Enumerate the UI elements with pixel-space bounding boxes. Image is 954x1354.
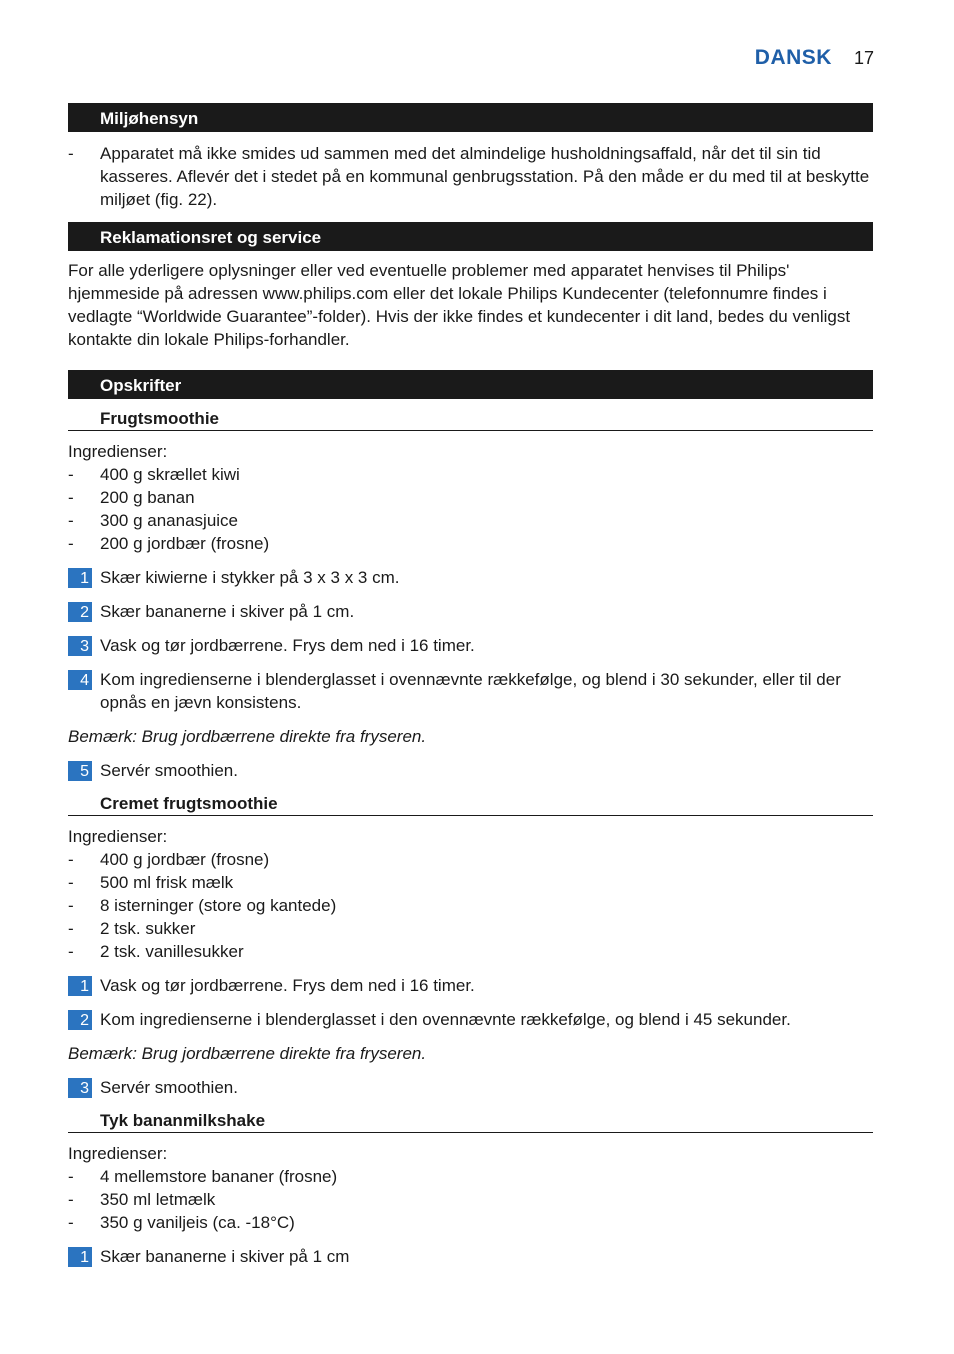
list-item: - 350 ml letmælk <box>68 1190 216 1209</box>
step-item: 5 Servér smoothien. <box>68 759 873 782</box>
step-item: 3 Vask og tør jordbærrene. Frys dem ned i 16 timer. <box>68 634 873 657</box>
step-item: 2 Kom ingredienserne i blenderglasset i den ovennævnte rækkefølge, og blend i 45 sekunder. <box>68 1008 873 1031</box>
ingredient-list-creamy <box>68 848 873 963</box>
step-number-badge: 1 <box>68 568 92 588</box>
ingredients-label: Ingredienser: <box>68 442 168 461</box>
step-item: 2 Skær bananerne i skiver på 1 cm. <box>68 600 873 623</box>
recipe-title-banana-milkshake: Tyk bananmilkshake <box>68 1110 873 1133</box>
step-number-badge: 2 <box>68 602 92 622</box>
step-number-badge: 1 <box>68 1247 92 1267</box>
list-item: - 200 g banan <box>68 488 195 507</box>
environment-list-item: - Apparatet må ikke smides ud sammen med det almindelige husholdningsaffald, når det til sin tid kasseres. Aflevér det i stedet på en kommunal genbrugsstation. På den måde er du med til at beskytte miljøet (fig. 22). <box>68 142 873 211</box>
list-item: - 4 mellemstore bananer (frosne) <box>68 1167 338 1186</box>
list-item: - 2 tsk. vanillesukker <box>68 942 244 961</box>
step-item: 1 Skær kiwierne i stykker på 3 x 3 x 3 cm. <box>68 566 873 589</box>
note-text: Bemærk: Brug jordbærrene direkte fra fryseren. <box>68 1044 427 1063</box>
warranty-text-after: eller det lokale Philips Kundecenter (telefonnumre findes i vedlagte “Worldwide Guarantee”-folder). Hvis der ikke findes et kundecenter i dit land, bedes du venligst kontakte din lokale Philips-forhandler. <box>68 284 851 349</box>
list-item: - 350 g vaniljeis (ca. -18°C) <box>68 1213 295 1232</box>
step-number-badge: 3 <box>68 1078 92 1098</box>
language-label: DANSK <box>754 46 832 69</box>
step-item: 1 Skær bananerne i skiver på 1 cm <box>68 1245 873 1268</box>
recipe-title-fruit-smoothie: Frugtsmoothie <box>68 408 873 431</box>
philips-website-link[interactable]: www.philips.com <box>262 284 389 303</box>
environment-text: Apparatet må ikke smides ud sammen med det almindelige husholdningsaffald, når det til sin tid kasseres. Aflevér det i stedet på en kommunal genbrugsstation. På den måde er du med til at beskytte miljøet (fig. 22). <box>100 144 870 209</box>
list-item: - 400 g jordbær (frosne) <box>68 850 270 869</box>
ingredient-list-banana <box>68 1165 873 1234</box>
list-item: - 500 ml frisk mælk <box>68 873 234 892</box>
section-heading-warranty: Reklamationsret og service <box>68 222 873 251</box>
section-heading-recipes: Opskrifter <box>68 370 873 399</box>
list-item: - 200 g jordbær (frosne) <box>68 534 270 553</box>
step-item: 4 Kom ingredienserne i blenderglasset i ovennævnte rækkefølge, og blend i 30 sekunder, eller til der opnås en jævn konsistens. <box>68 668 873 714</box>
ingredient-list-fruit <box>68 463 873 555</box>
ingredients-label: Ingredienser: <box>68 1144 168 1163</box>
step-number-badge: 2 <box>68 1010 92 1030</box>
page-header <box>755 46 874 70</box>
step-item: 3 Servér smoothien. <box>68 1076 873 1099</box>
list-item: - 2 tsk. sukker <box>68 919 196 938</box>
warranty-paragraph <box>68 259 873 351</box>
recipe-title-creamy-smoothie: Cremet frugtsmoothie <box>68 793 873 816</box>
step-item: 1 Vask og tør jordbærrene. Frys dem ned i 16 timer. <box>68 974 873 997</box>
list-item: - 400 g skrællet kiwi <box>68 465 240 484</box>
warranty-text-before: For alle yderligere oplysninger eller ved eventuelle problemer med apparatet henvises til Philips' hjemmeside på adressen <box>68 261 790 303</box>
list-item: - 8 isterninger (store og kantede) <box>68 896 337 915</box>
step-number-badge: 1 <box>68 976 92 996</box>
list-item: - 300 g ananasjuice <box>68 511 239 530</box>
note-text: Bemærk: Brug jordbærrene direkte fra fryseren. <box>68 727 427 746</box>
step-number-badge: 5 <box>68 761 92 781</box>
section-heading-environment: Miljøhensyn <box>68 103 873 132</box>
page-number: 17 <box>853 48 874 68</box>
step-number-badge: 4 <box>68 670 92 690</box>
ingredients-label: Ingredienser: <box>68 827 168 846</box>
page-content <box>68 103 873 1268</box>
step-number-badge: 3 <box>68 636 92 656</box>
